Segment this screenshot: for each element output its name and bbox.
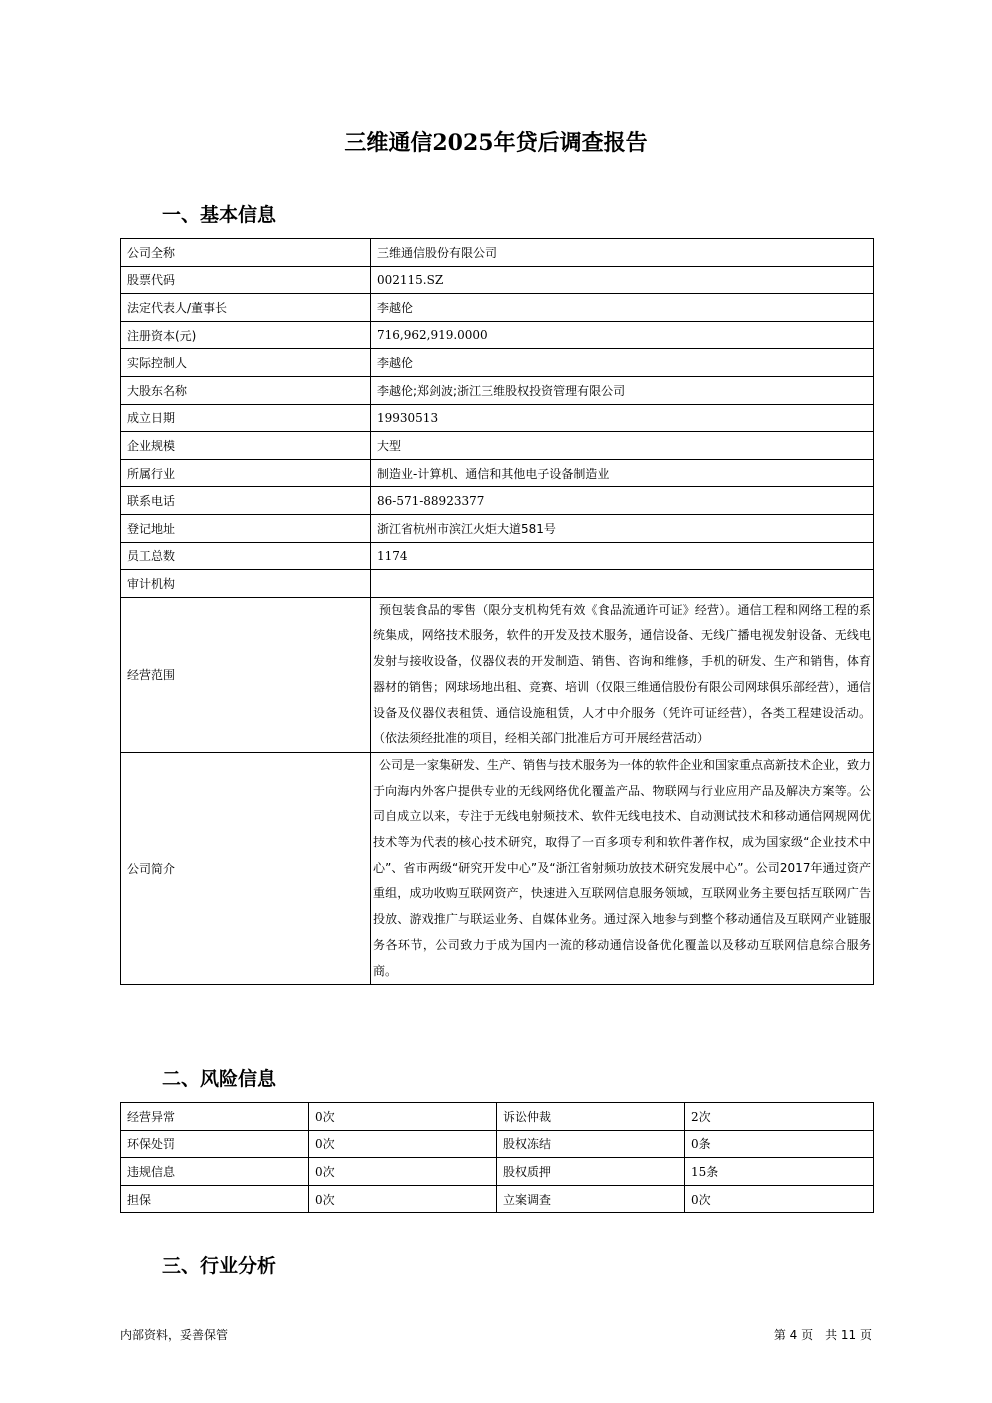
risk-value: 0次 bbox=[309, 1103, 497, 1131]
risk-info-body bbox=[121, 1103, 874, 1213]
section-heading-risk: 二、风险信息 bbox=[162, 1068, 277, 1090]
risk-info-table bbox=[120, 1102, 874, 1213]
field-value: 716,962,919.0000 bbox=[371, 321, 874, 349]
basic-info-table bbox=[120, 238, 874, 985]
table-row bbox=[121, 239, 874, 267]
section-heading-industry: 三、行业分析 bbox=[162, 1255, 277, 1277]
field-value: 李越伦 bbox=[371, 349, 874, 377]
table-row bbox=[121, 597, 874, 752]
risk-label: 经营异常 bbox=[121, 1103, 309, 1131]
field-value: 1174 bbox=[371, 542, 874, 570]
table-row bbox=[121, 432, 874, 460]
field-value: 李越伦;郑剑波;浙江三维股权投资管理有限公司 bbox=[371, 376, 874, 404]
risk-label: 股权冻结 bbox=[497, 1130, 685, 1158]
table-row bbox=[121, 514, 874, 542]
risk-value: 15条 bbox=[685, 1158, 874, 1186]
report-title: 三维通信2025年贷后调查报告 bbox=[344, 130, 648, 156]
table-row bbox=[121, 294, 874, 322]
field-label: 审计机构 bbox=[121, 570, 371, 598]
field-value: 制造业-计算机、通信和其他电子设备制造业 bbox=[371, 459, 874, 487]
risk-value: 0次 bbox=[309, 1185, 497, 1213]
risk-value: 0次 bbox=[309, 1130, 497, 1158]
table-row bbox=[121, 376, 874, 404]
footer-page-number: 第 4 页 共 11 页 bbox=[773, 1328, 872, 1342]
field-label: 法定代表人/董事长 bbox=[121, 294, 371, 322]
business-scope-value: 预包装食品的零售（限分支机构凭有效《食品流通许可证》经营）。通信工程和网络工程的系统集成，网络技术服务，软件的开发及技术服务，通信设备、无线广播电视发射设备、无线电发射与接收设备，仪器仪表的开发制造、销售、咨询和维修，手机的研发、生产和销售，体育器材的销售；网球场地出租、竞赛、培训（仅限三维通信股份有限公司网球俱乐部经营），通信设备及仪器仪表租赁、通信设施租赁，人才中介服务（凭许可证经营），各类工程建设活动。（依法须经批准的项目，经相关部门批准后方可开展经营活动） bbox=[371, 597, 874, 752]
risk-label: 担保 bbox=[121, 1185, 309, 1213]
section-heading-basic: 一、基本信息 bbox=[162, 204, 277, 226]
table-row bbox=[121, 1158, 874, 1186]
table-row bbox=[121, 1103, 874, 1131]
risk-label: 立案调查 bbox=[497, 1185, 685, 1213]
table-row bbox=[121, 404, 874, 432]
risk-value: 0条 bbox=[685, 1130, 874, 1158]
field-value: 浙江省杭州市滨江火炬大道581号 bbox=[371, 514, 874, 542]
table-row bbox=[121, 266, 874, 294]
table-row bbox=[121, 459, 874, 487]
risk-label: 违规信息 bbox=[121, 1158, 309, 1186]
footer-confidential-note: 内部资料，妥善保管 bbox=[120, 1328, 229, 1342]
table-row bbox=[121, 542, 874, 570]
field-label: 企业规模 bbox=[121, 432, 371, 460]
basic-info-long-body bbox=[121, 597, 874, 985]
risk-value: 2次 bbox=[685, 1103, 874, 1131]
field-label: 注册资本(元) bbox=[121, 321, 371, 349]
risk-value: 0次 bbox=[309, 1158, 497, 1186]
field-value: 李越伦 bbox=[371, 294, 874, 322]
business-scope-label: 经营范围 bbox=[121, 597, 371, 752]
field-label: 登记地址 bbox=[121, 514, 371, 542]
field-label: 股票代码 bbox=[121, 266, 371, 294]
risk-label: 诉讼仲裁 bbox=[497, 1103, 685, 1131]
field-value bbox=[371, 570, 874, 598]
table-row bbox=[121, 487, 874, 515]
table-row bbox=[121, 321, 874, 349]
basic-info-body bbox=[121, 239, 874, 598]
field-value: 19930513 bbox=[371, 404, 874, 432]
table-row bbox=[121, 1130, 874, 1158]
table-row bbox=[121, 570, 874, 598]
field-value: 三维通信股份有限公司 bbox=[371, 239, 874, 267]
risk-label: 股权质押 bbox=[497, 1158, 685, 1186]
field-label: 大股东名称 bbox=[121, 376, 371, 404]
field-label: 员工总数 bbox=[121, 542, 371, 570]
risk-value: 0次 bbox=[685, 1185, 874, 1213]
field-label: 联系电话 bbox=[121, 487, 371, 515]
table-row bbox=[121, 349, 874, 377]
field-label: 所属行业 bbox=[121, 459, 371, 487]
field-value: 002115.SZ bbox=[371, 266, 874, 294]
field-value: 大型 bbox=[371, 432, 874, 460]
field-label: 公司全称 bbox=[121, 239, 371, 267]
table-row bbox=[121, 752, 874, 984]
risk-label: 环保处罚 bbox=[121, 1130, 309, 1158]
company-profile-label: 公司简介 bbox=[121, 752, 371, 984]
field-value: 86-571-88923377 bbox=[371, 487, 874, 515]
field-label: 实际控制人 bbox=[121, 349, 371, 377]
table-row bbox=[121, 1185, 874, 1213]
field-label: 成立日期 bbox=[121, 404, 371, 432]
company-profile-value: 公司是一家集研发、生产、销售与技术服务为一体的软件企业和国家重点高新技术企业，致力于向海内外客户提供专业的无线网络优化覆盖产品、物联网与行业应用产品及解决方案等。公司自成立以来，专注于无线电射频技术、软件无线电技术、自动测试技术和移动通信网规网优技术等为代表的核心技术研究，取得了一百多项专利和软件著作权，成为国家级“企业技术中心”、省市两级“研究开发中心”及“浙江省射频功放技术研究发展中心”。公司2017年通过资产重组，成功收购互联网资产，快速进入互联网信息服务领域，互联网业务主要包括互联网广告投放、游戏推广与联运业务、自媒体业务。通过深入地参与到整个移动通信及互联网产业链服务各环节，公司致力于成为国内一流的移动通信设备优化覆盖以及移动互联网信息综合服务商。 bbox=[371, 752, 874, 984]
